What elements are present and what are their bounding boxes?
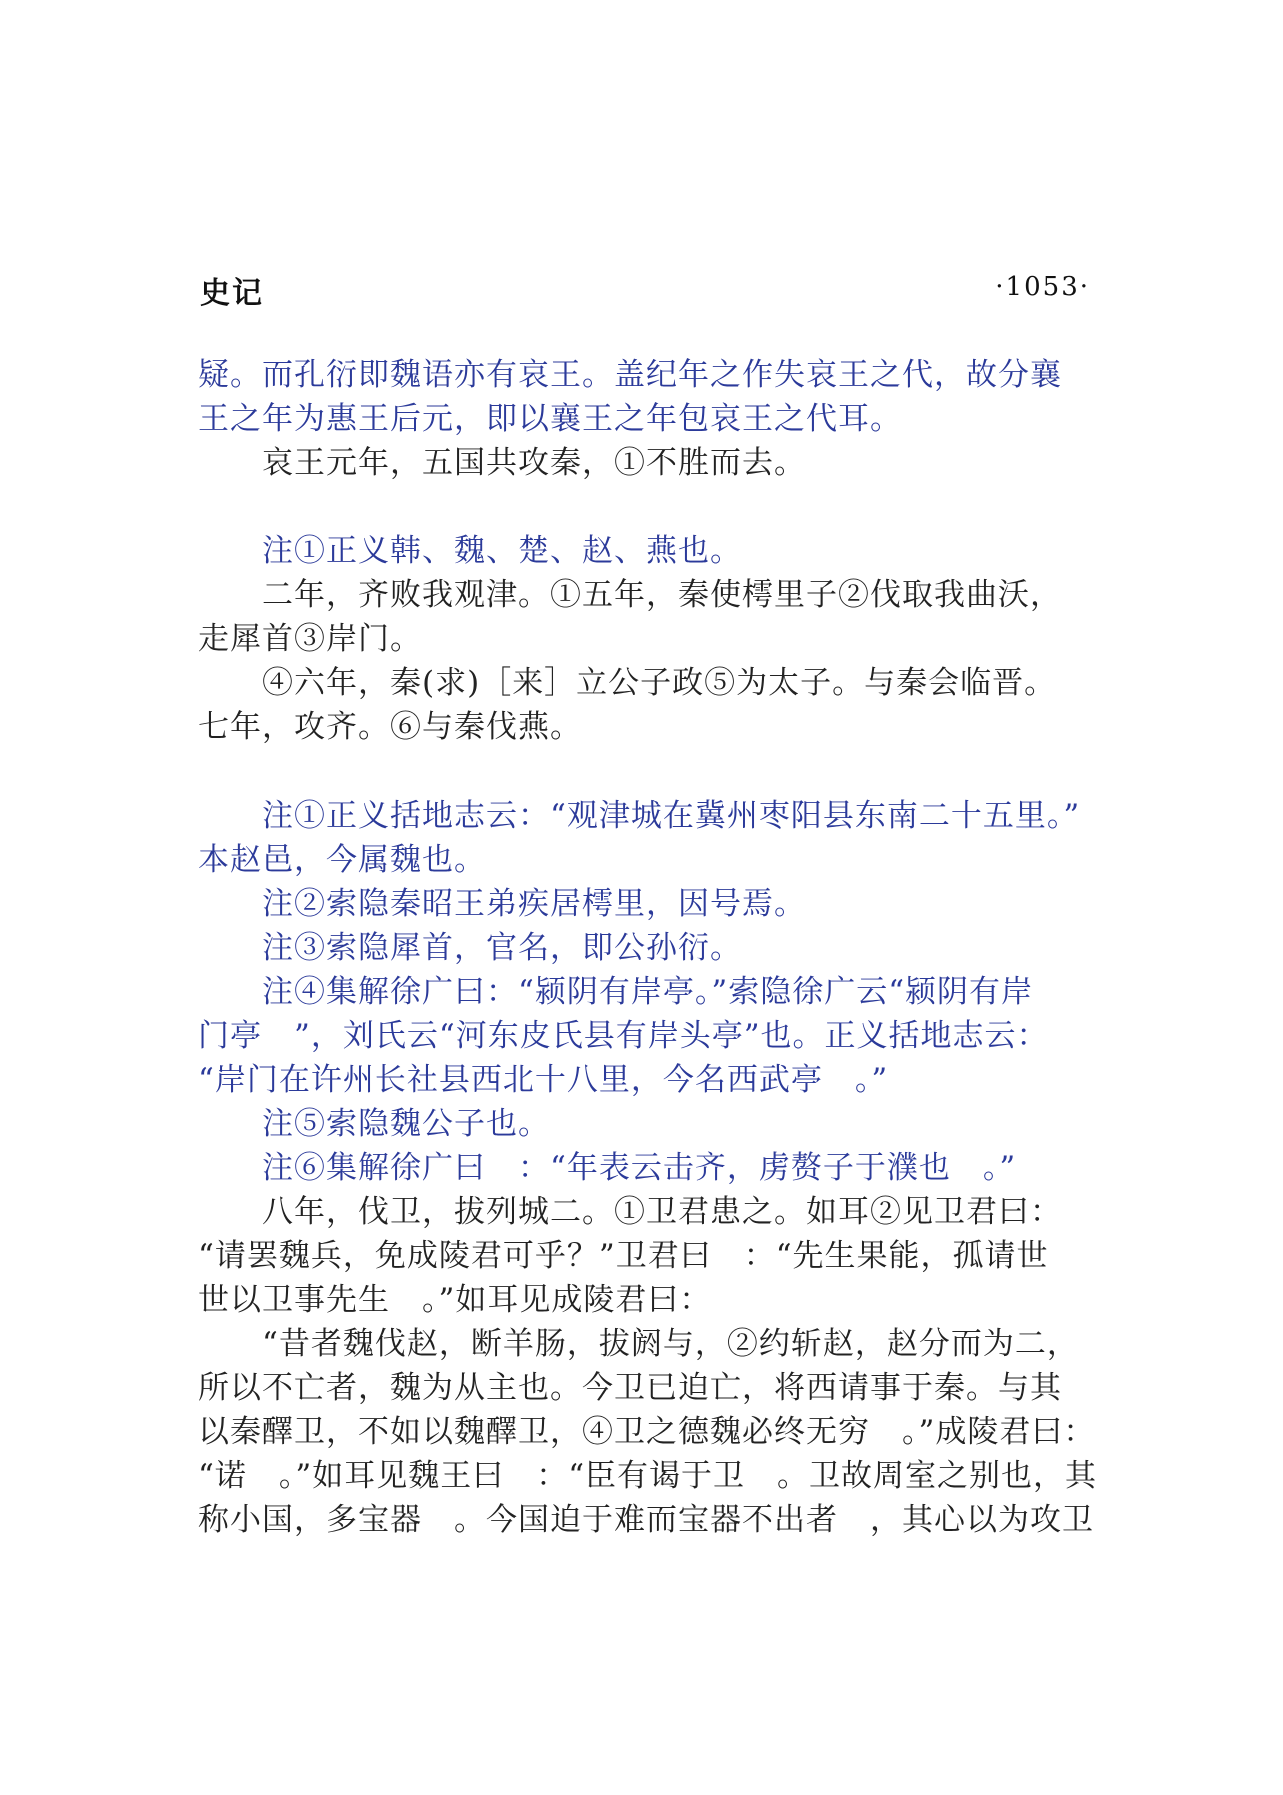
- text-line: 门亭 ”，刘氏云“河东皮氏县有岸头亭”也。正义括地志云：: [198, 1018, 1049, 1054]
- text-line: 以秦醳卫，不如以魏醳卫，④卫之德魏必终无穷 。”成陵君曰：: [198, 1414, 1096, 1450]
- text-line: 注②索隐秦昭王弟疾居樗里，因号焉。: [198, 886, 806, 922]
- text-line: 称小国，多宝器 。今国迫于难而宝器不出者 ，其心以为攻卫: [198, 1502, 1094, 1538]
- text-line: 二年，齐败我观津。①五年，秦使樗里子②伐取我曲沃，: [198, 577, 1062, 613]
- text-line: 注①正义韩、魏、楚、赵、燕也。: [198, 533, 742, 569]
- text-line: 哀王元年，五国共攻秦，①不胜而去。: [198, 445, 806, 481]
- text-line: 注③索隐犀首，官名，即公孙衍。: [198, 930, 742, 966]
- text-line: 走犀首③岸门。: [198, 621, 422, 657]
- text-line: ④六年，秦(求)［来］立公子政⑤为太子。与秦会临晋。: [198, 665, 1057, 701]
- text-line: “岸门在许州长社县西北十八里，今名西武亭 。”: [198, 1062, 889, 1098]
- text-line: 七年，攻齐。⑥与秦伐燕。: [198, 709, 582, 745]
- text-line: 注⑥集解徐广曰 ：“年表云击齐，虏赘子于濮也 。”: [198, 1150, 1017, 1186]
- text-line: 疑。而孔衍即魏语亦有哀王。盖纪年之作失哀王之代，故分襄: [198, 357, 1062, 393]
- text-line: “昔者魏伐赵，断羊肠，拔阏与，②约斩赵，赵分而为二，: [198, 1326, 1079, 1362]
- text-line: 所以不亡者，魏为从主也。今卫已迫亡，将西请事于秦。与其: [198, 1370, 1062, 1406]
- text-line: 世以卫事先生 。”如耳见成陵君曰：: [198, 1282, 712, 1318]
- text-line: “诺 。”如耳见魏王曰 ：“臣有谒于卫 。卫故周室之别也，其: [198, 1458, 1098, 1494]
- text-line: 八年，伐卫，拔列城二。①卫君患之。如耳②见卫君曰：: [198, 1194, 1062, 1230]
- book-title: 史记: [200, 276, 264, 311]
- text-line: 注①正义括地志云：“观津城在冀州枣阳县东南二十五里。”: [198, 798, 1081, 834]
- text-line: 注⑤索隐魏公子也。: [198, 1106, 550, 1142]
- text-line: 注④集解徐广曰：“颍阴有岸亭。”索隐徐广云“颍阴有岸: [198, 974, 1034, 1010]
- text-line: 王之年为惠王后元，即以襄王之年包哀王之代耳。: [198, 401, 902, 437]
- text-line: “请罢魏兵，免成陵君可乎？”卫君曰 ：“先生果能，孤请世: [198, 1238, 1049, 1274]
- page-number: ·1053·: [995, 272, 1090, 302]
- text-line: 本赵邑，今属魏也。: [198, 842, 486, 878]
